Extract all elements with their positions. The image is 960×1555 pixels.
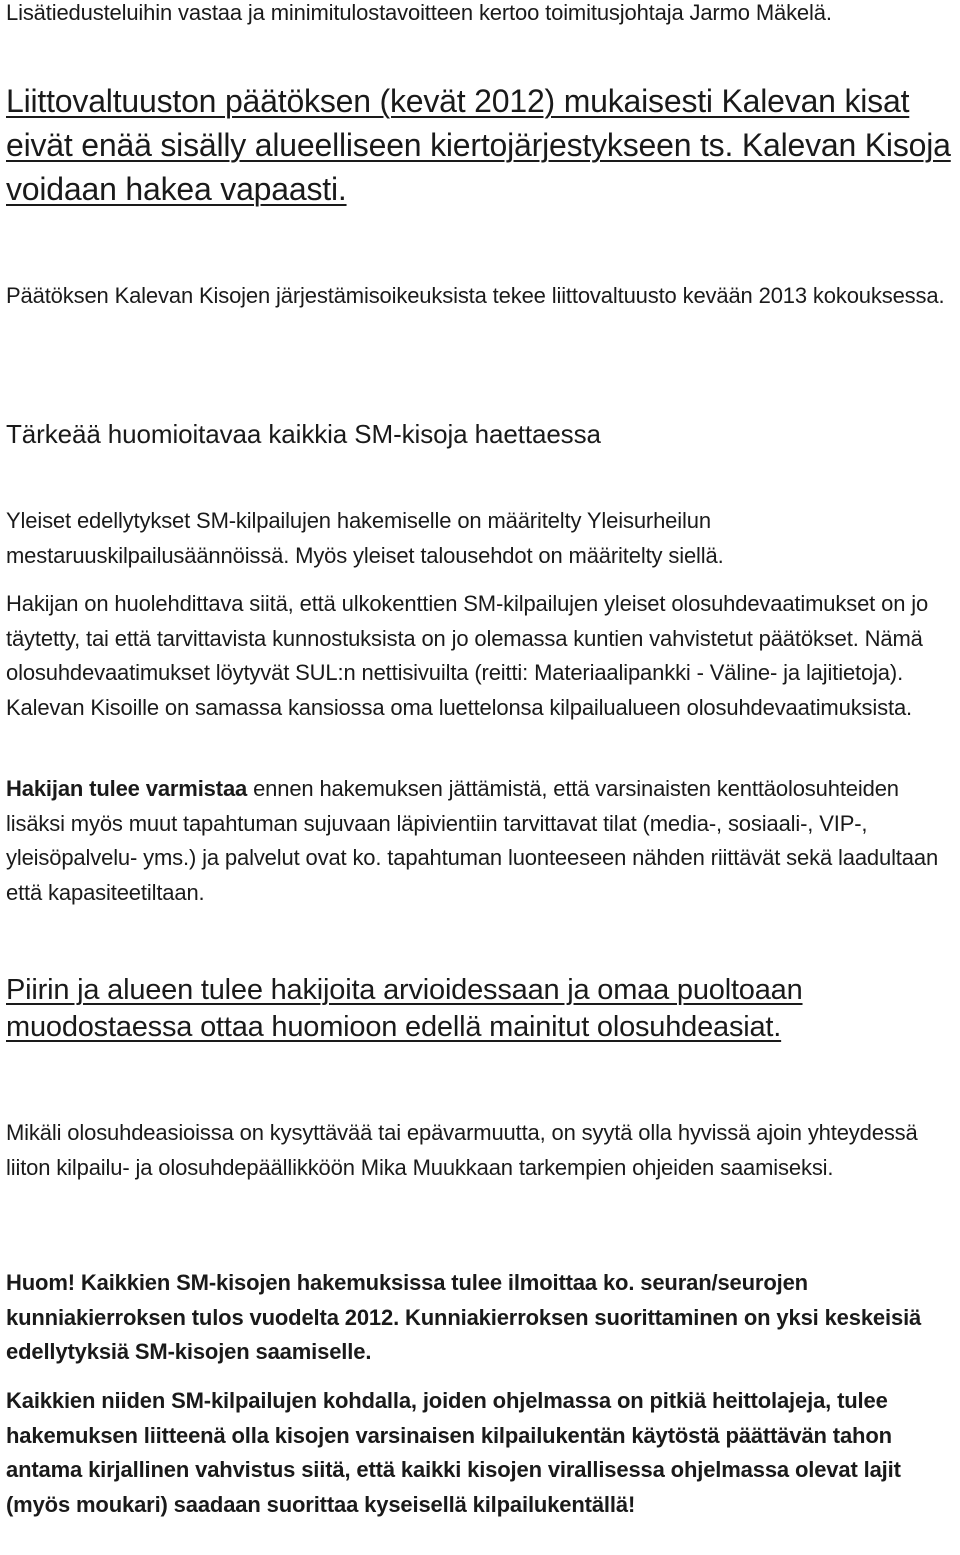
applicant-verification-paragraph [6,772,956,910]
honor-lap-notice: Huom! Kaikkien SM-kisojen hakemuksissa tulee ilmoittaa ko. seuran/seurojen kunniakierroksen tulos vuodelta 2012. Kunniakierroksen suorittaminen on yksi keskeisiä edellytyksiä SM-kisojen saamiselle. [6,1270,922,1364]
inquiries-paragraph: Mikäli olosuhdeasioissa on kysyttävää tai epävarmuutta, on syytä olla hyvissä ajoin yhteydessä liiton kilpailu- ja olosuhdepäällikköön Mika Muukkaan tarkempien ohjeiden saamiseksi. [6,1120,918,1180]
council-decision-notice: Liittovaltuuston päätöksen (kevät 2012) mukaisesti Kalevan kisat eivät enää sisälly alueelliseen kiertojärjestykseen ts. Kalevan Kisoja voidaan hakea vapaasti. [6,83,951,207]
throwing-events-notice: Kaikkien niiden SM-kilpailujen kohdalla, joiden ohjelmassa on pitkiä heittolajeja, tulee hakemuksen liitteenä olla kisojen varsinaisen kilpailukentän käytöstä päättävän tahon antama kirjallinen vahvistus siitä, että kaikki kisojen virallisessa ohjelmassa olevat lajit (myös moukari) saadaan suorittaa kyseisellä kilpailukentällä! [6,1388,901,1517]
applicant-verification-text: ennen hakemuksen jättämistä, että varsinaisten kenttäolosuhteiden lisäksi myös muut tapahtuman sujuvaan läpivientiin tarvittavat tilat (media-, sosiaali-, VIP-, yleisöpalvelu- yms.) ja palvelut ovat ko. tapahtuman luonteeseen nähden riittävät sekä laadultaan että kapasiteetiltaan. [6,776,939,905]
section-heading: Tärkeää huomioitavaa kaikkia SM-kisoja haettaessa [6,419,601,449]
applicant-verification-lead: Hakijan tulee varmistaa [6,776,248,801]
conditions-paragraph: Hakijan on huolehdittava siitä, että ulkokenttien SM-kilpailujen yleiset olosuhdevaatimukset on jo täytetty, tai että tarvittavista kunnostuksista on jo olemassa kuntien vahvistetut päätökset. Nämä olosuhdevaatimukset löytyvät SUL:n nettisivuilta (reitti: Materiaalipankki - Väline- ja lajitietoja). Kalevan Kisoille on samassa kansiossa oma luettelonsa kilpailualueen olosuhdevaatimuksista. [6,591,929,720]
district-evaluation-notice: Piirin ja alueen tulee hakijoita arvioidessaan ja omaa puoltoaan muodostaessa ottaa huomioon edellä mainitut olosuhdeasiat. [6,974,803,1043]
general-requirements-paragraph: Yleiset edellytykset SM-kilpailujen hakemiselle on määritelty Yleisurheilun mestaruuskilpailusäännöissä. Myös yleiset talousehdot on määritelty siellä. [6,508,724,568]
decision-timing-paragraph: Päätöksen Kalevan Kisojen järjestämisoikeuksista tekee liittovaltuusto kevään 2013 kokouksessa. [6,283,945,308]
contact-paragraph: Lisätiedusteluihin vastaa ja minimitulostavoitteen kertoo toimitusjohtaja Jarmo Mäkelä. [6,0,832,25]
